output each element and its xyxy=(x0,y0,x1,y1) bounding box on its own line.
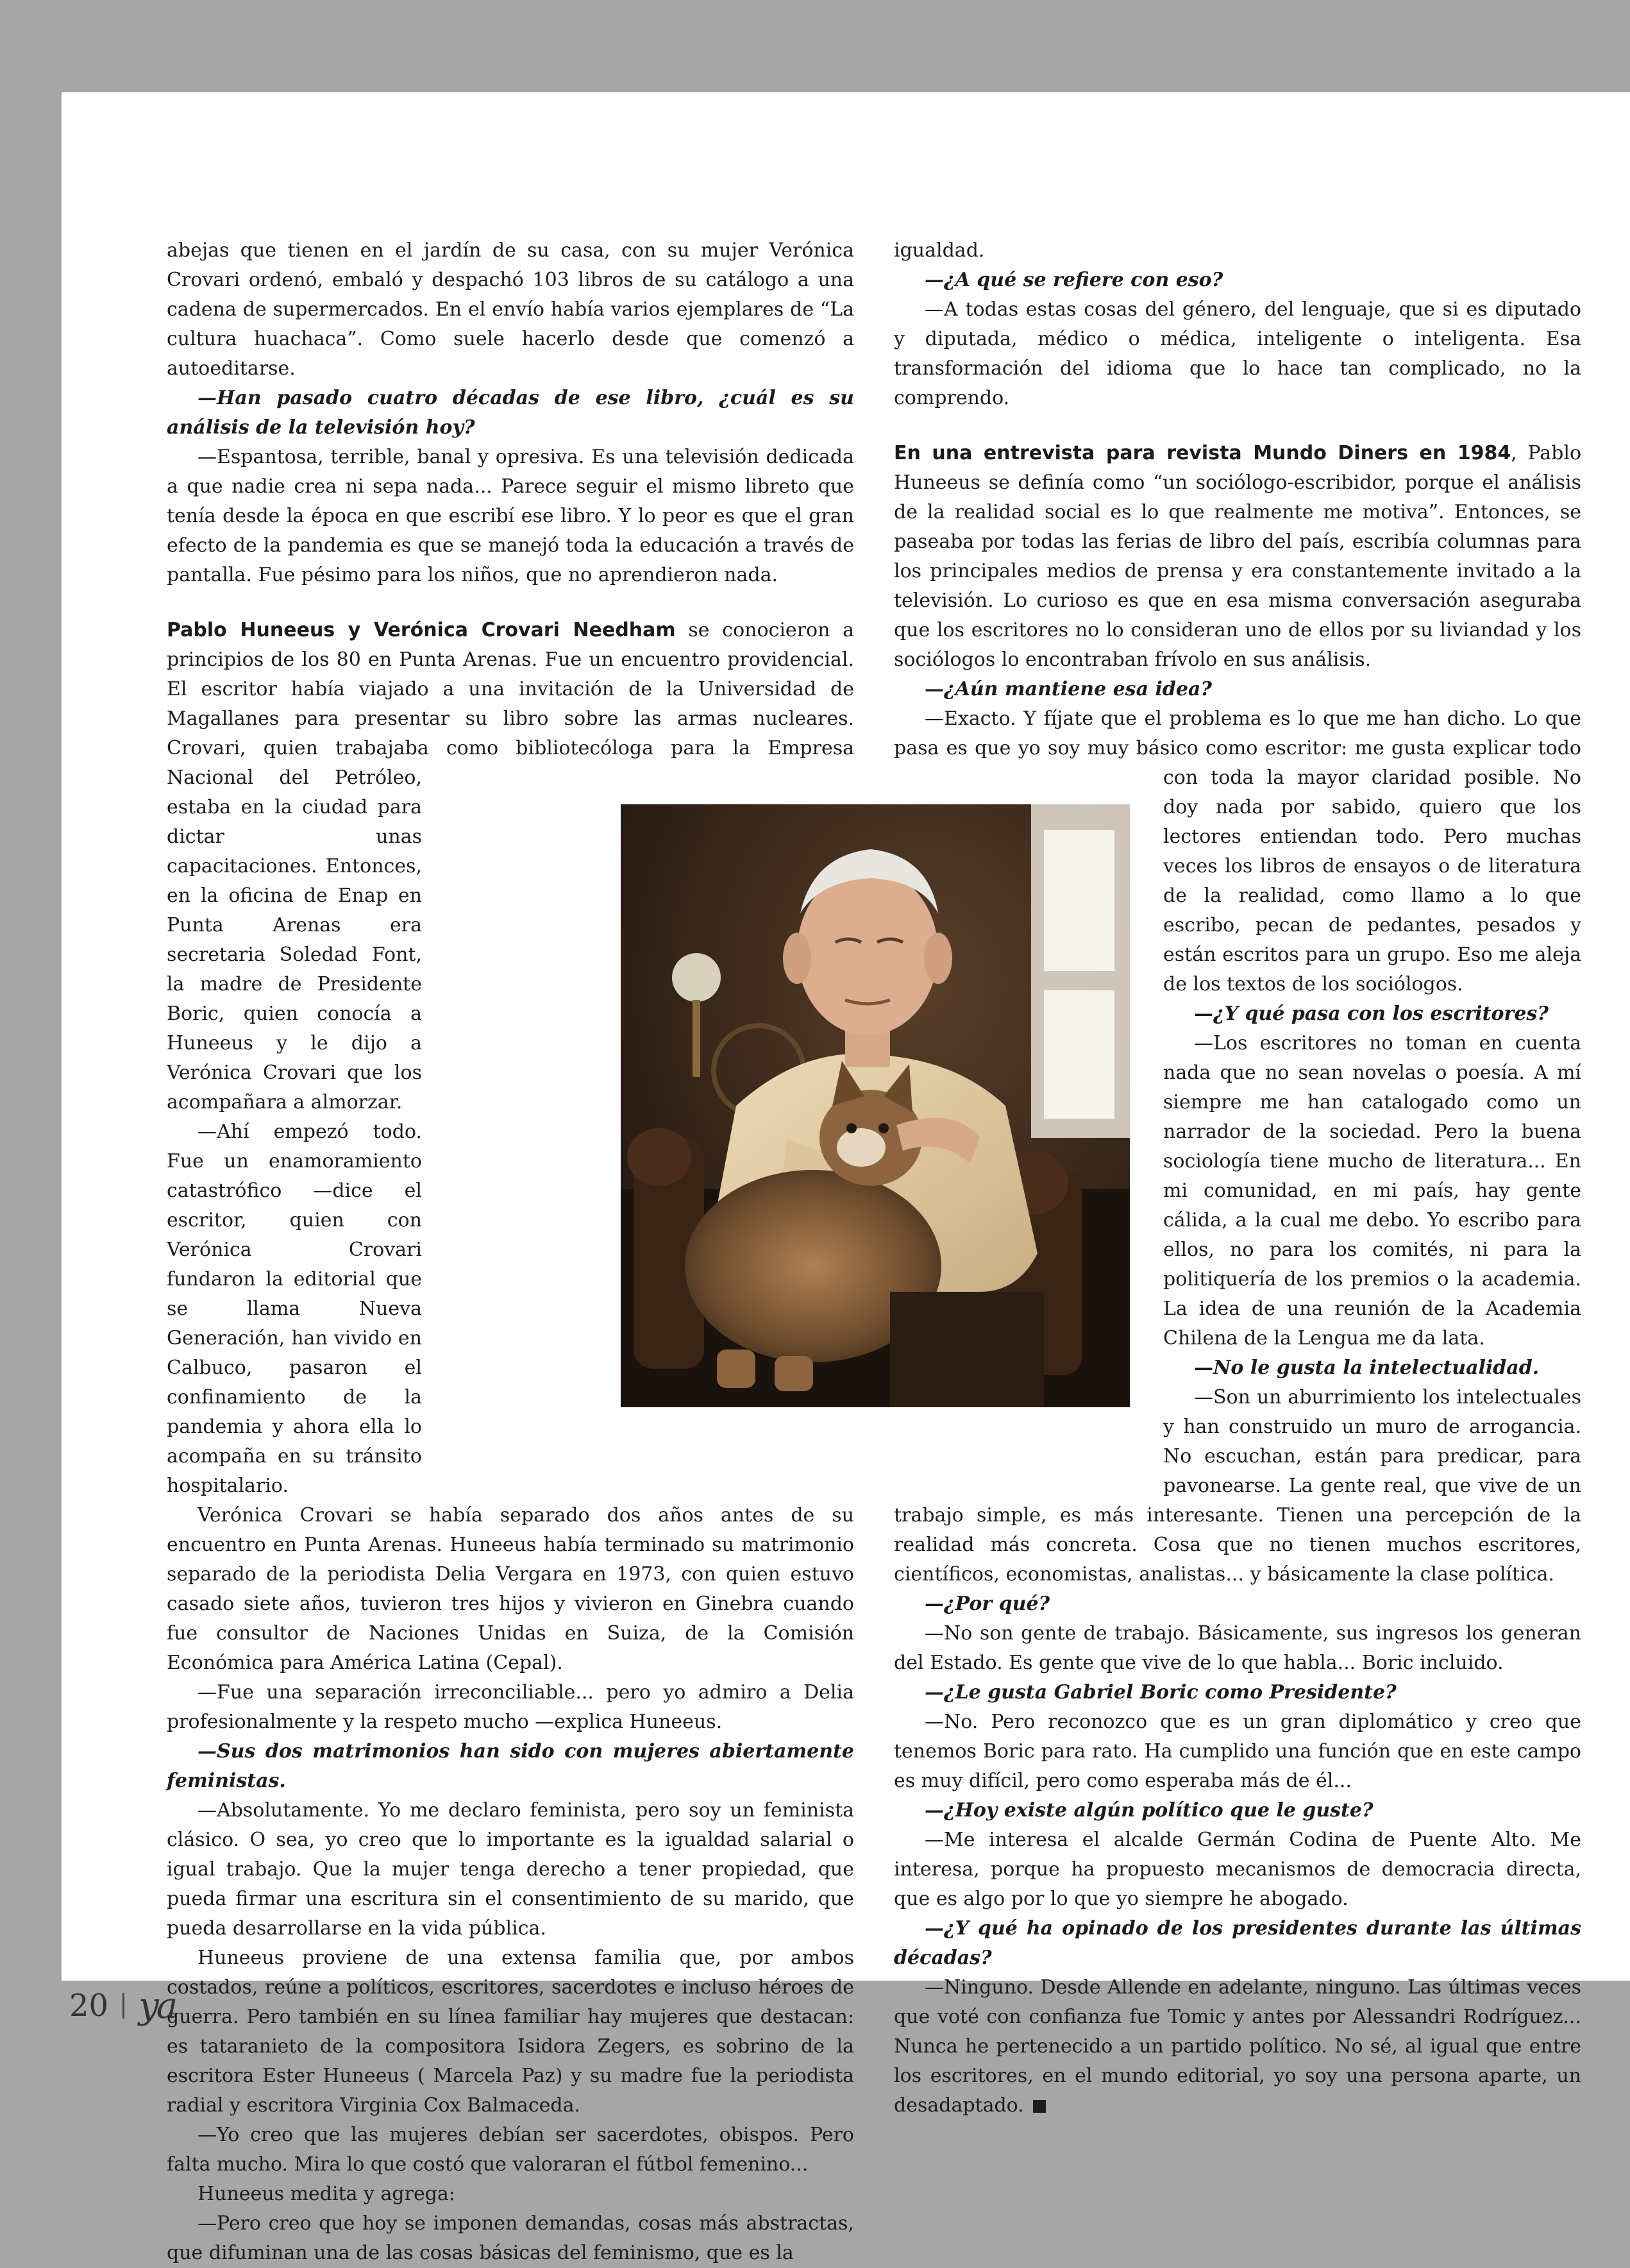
paragraph: igualdad. xyxy=(894,239,985,262)
paragraph: —Ahí empezó todo. Fue un enamoramiento catastrófico —dice el escritor, quien con Verónica Crovari fundaron la editorial que se llama Nueva Generación, han vivido en Calbuco, pasaron el confinamiento de la pandemia y ahora ella lo acompaña en su tránsito hospitalario. xyxy=(167,1121,422,1497)
paragraph: —Yo creo que las mujeres debían ser sacerdotes, obispos. Pero falta mucho. Mira lo que costó que valoraran el fútbol femenino... xyxy=(167,2124,854,2176)
answer: —No. Pero reconozco que es un gran diplomático y creo que tenemos Boric para rato. Ha cumplido una función que en este campo es muy difícil, pero como esperaba más de él... xyxy=(894,1711,1581,1792)
page-number: 20 xyxy=(69,1988,109,2024)
lead-in: En una entrevista para revista Mundo Diners en 1984 xyxy=(894,442,1511,464)
footer-separator xyxy=(122,1993,124,2018)
answer: —Me interesa el alcalde Germán Codina de Puente Alto. Me interesa, porque ha propuesto mecanismos de democracia directa, que es algo por lo que yo siempre he abogado. xyxy=(894,1829,1581,1910)
question: —¿Y qué pasa con los escritores? xyxy=(1194,1003,1549,1025)
end-mark-icon xyxy=(1033,2100,1046,2113)
paragraph: —Fue una separación irreconciliable... pero yo admiro a Delia profesionalmente y la respeto mucho —explica Huneeus. xyxy=(167,1681,854,1733)
question: —Sus dos matrimonios han sido con mujeres abiertamente feministas. xyxy=(167,1740,854,1792)
lead-in: Pablo Huneeus y Verónica Crovari Needham xyxy=(167,619,676,641)
page-footer xyxy=(69,1977,175,2035)
portrait-photo xyxy=(621,804,1130,1407)
answer: —Exacto. Y fíjate que el problema es lo que me han dicho. Lo que pasa es que yo soy muy básico como escritor: me gusta explicar todo con toda la mayor claridad posible. No doy nada por sabido, quiero que los lectores entiendan todo. Pero muchas veces los libros de ensayos o de literatura de la realidad, como llamo a lo que escribo, pecan de pedantes, pesados y están escritos para un grupo. Eso me aleja de los textos de los sociólogos. xyxy=(894,707,1581,995)
question: —¿Y qué ha opinado de los presidentes durante las últimas décadas? xyxy=(894,1917,1581,1969)
magazine-logo: ya xyxy=(139,1985,176,2027)
answer xyxy=(894,1973,1581,2120)
paragraph-text: , Pablo Huneeus se definía como “un sociólogo-escribidor, porque el análisis de la realidad social es lo que realmente me motiva”. Entonces, se paseaba por todas las ferias de libro del país, escribía columnas para los principales medios de prensa y era constantemente invitado a la televisión. Lo curioso es que en esa misma conversación aseguraba que los escritores no lo consideran uno de ellos por su liviandad y los sociólogos lo encontraban frívolo en sus análisis. xyxy=(894,442,1582,671)
answer: —Los escritores no toman en cuenta nada que no sean novelas o poesía. A mí siempre me han catalogado como un narrador de la sociedad. Pero la buena sociología tiene mucho de literatura... En mi comunidad, en mi país, hay gente cálida, a la cual me debo. Yo escribo para ellos, no para los comités, ni para la politiquería de los premios o la academia. La idea de una reunión de la Academia Chilena de la Lengua me da lata. xyxy=(1163,1032,1581,1350)
question: —No le gusta la intelectualidad. xyxy=(1194,1357,1540,1379)
question: —¿Por qué? xyxy=(925,1593,1050,1615)
question: —¿A qué se refiere con eso? xyxy=(925,269,1223,291)
paragraph-text: se conocieron a principios de los 80 en Punta Arenas. Fue un encuentro providencial. El escritor había viajado a una invitación de la Universidad de Magallanes para presentar su libro sobre las armas nucleares. Crovari, quien trabajaba como bibliotecóloga para la Empresa Nacional del Petróleo, estaba en la ciudad para dictar unas capacitaciones. Entonces, en la oficina de Enap en Punta Arenas era secretaria Soledad Font, la madre de Presidente Boric, quien conocía a Huneeus y le dijo a Verónica Crovari que los acompañara a almorzar. xyxy=(167,619,854,1113)
answer: —Espantosa, terrible, banal y opresiva. Es una televisión dedicada a que nadie crea ni sepa nada... Parece seguir el mismo libreto que tenía desde la época en que escribí ese libro. Y lo peor es que el gran efecto de la pandemia es que se manejó toda la educación a través de pantalla. Fue pésimo para los niños, que no aprendieron nada. xyxy=(167,446,854,586)
paragraph: —Pero creo que hoy se imponen demandas, cosas más abstractas, que difuminan una de las cosas básicas del feminismo, que es la xyxy=(167,2212,854,2264)
question: —¿Hoy existe algún político que le guste? xyxy=(925,1799,1374,1822)
portrait-illustration xyxy=(621,804,1130,1407)
question: —Han pasado cuatro décadas de ese libro, ¿cuál es su análisis de la televisión hoy? xyxy=(167,387,854,439)
paragraph: Verónica Crovari se había separado dos años antes de su encuentro en Punta Arenas. Huneeus había terminado su matrimonio separado de la periodista Delia Vergara en 1973, con quien estuvo casado siete años, tuvieron tres hijos y vivieron en Ginebra cuando fue consultor de Naciones Unidas en Suiza, de la Comisión Económica para América Latina (Cepal). xyxy=(167,1504,854,1674)
answer-text: —Ninguno. Desde Allende en adelante, ninguno. Las últimas veces que voté con confianza fue Tomic y antes por Alessandri Rodríguez... Nunca he pertenecido a un partido político. No sé, al igual que entre los escritores, en el mundo editorial, yo soy una persona aparte, un desadaptado. xyxy=(894,1976,1581,2117)
answer: —Absolutamente. Yo me declaro feminista, pero soy un feminista clásico. O sea, yo creo que lo importante es la igualdad salarial o igual trabajo. Que la mujer tenga derecho a tener propiedad, que pueda firmar una escritura sin el consentimiento de su marido, que pueda desarrollarse en la vida pública. xyxy=(167,1799,854,1940)
paragraph-lead xyxy=(894,439,1581,675)
answer: —Son un aburrimiento los intelectuales y han construido un muro de arrogancia. No escuchan, están para predicar, para pavonearse. La gente real, que vive de un trabajo simple, es más interesante. Tienen una percepción de la realidad más concreta. Cosa que no tienen muchos escritores, científicos, economistas, analistas... y básicamente la clase política. xyxy=(894,1386,1581,1586)
answer: —No son gente de trabajo. Básicamente, sus ingresos los generan del Estado. Es gente que vive de lo que habla... Boric incluido. xyxy=(894,1622,1581,1674)
paragraph: Huneeus proviene de una extensa familia que, por ambos costados, reúne a políticos, escritores, sacerdotes e incluso héroes de guerra. Pero también en su línea familiar hay mujeres que destacan: es tataranieto de la compositora Isidora Zegers, es sobrino de la escritora Ester Huneeus ( Marcela Paz) y su madre fue la periodista radial y escritora Virginia Cox Balmaceda. xyxy=(167,1947,854,2117)
question: —¿Le gusta Gabriel Boric como Presidente? xyxy=(925,1681,1397,1704)
paragraph: Huneeus medita y agrega: xyxy=(197,2183,455,2205)
answer: —A todas estas cosas del género, del lenguaje, que si es diputado y diputada, médico o médica, inteligente o inteligenta. Esa transformación del idioma que lo hace tan complicado, no la comprendo. xyxy=(894,298,1581,409)
question: —¿Aún mantiene esa idea? xyxy=(925,678,1212,700)
paragraph: abejas que tienen en el jardín de su casa, con su mujer Verónica Crovari ordenó, embaló y despachó 103 libros de su catálogo a una cadena de supermercados. En el envío había varios ejemplares de “La cultura huachaca”. Como suele hacerlo desde que comenzó a autoeditarse. xyxy=(167,239,854,380)
